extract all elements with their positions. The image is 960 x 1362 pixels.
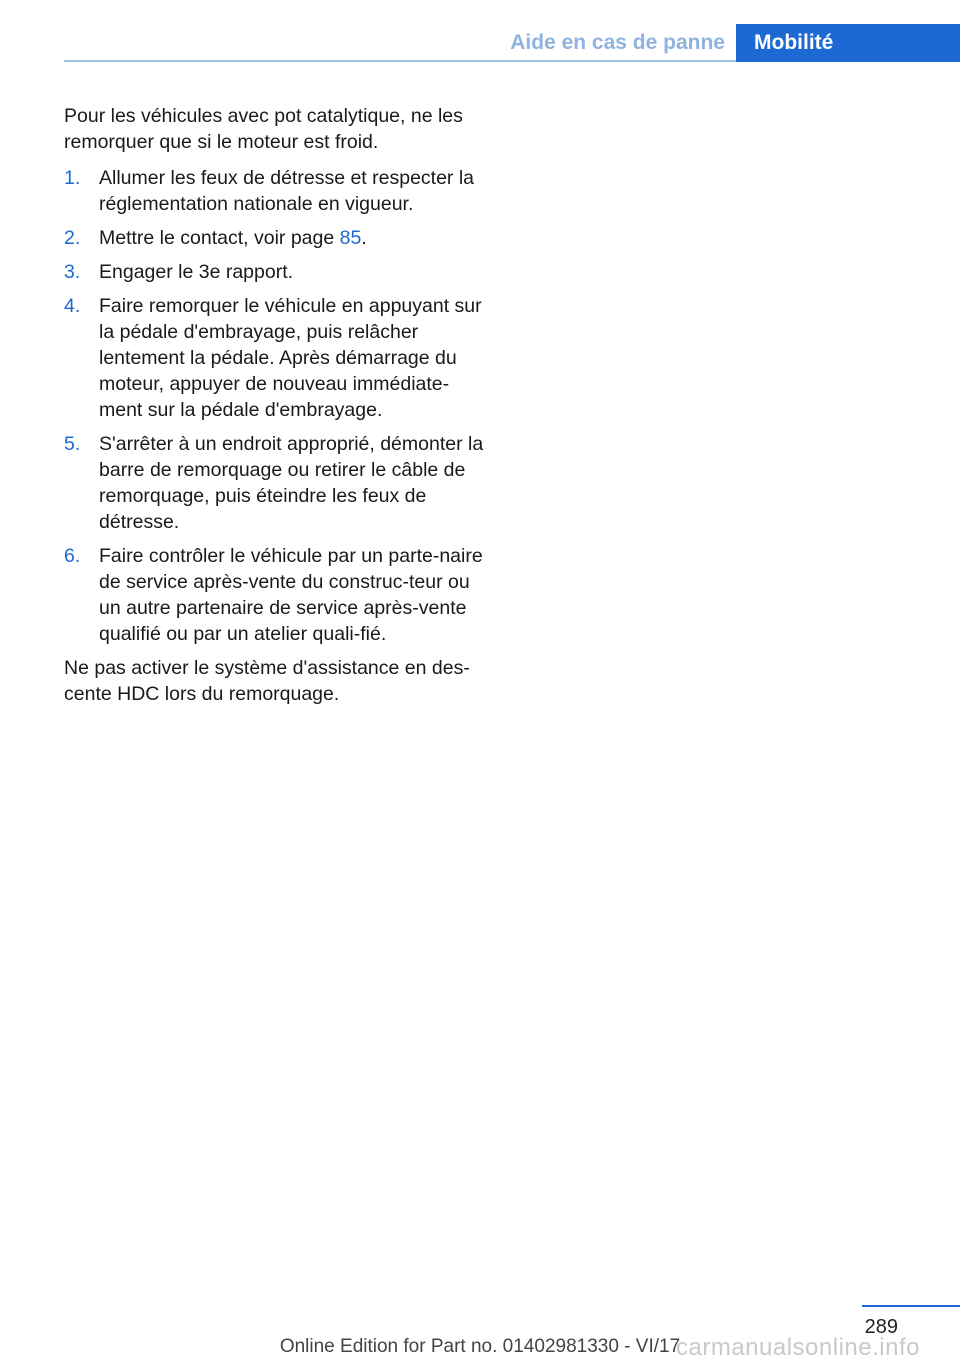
list-item bbox=[64, 431, 484, 535]
list-item bbox=[64, 543, 484, 647]
intro-paragraph: Pour les véhicules avec pot catalytique, ne les remorquer que si le moteur est froid. bbox=[64, 105, 463, 153]
list-item bbox=[64, 225, 484, 251]
step-text: Mettre le contact, voir page bbox=[99, 227, 340, 249]
step-number: 3. bbox=[64, 261, 81, 283]
page-number: 289 bbox=[864, 1316, 898, 1338]
step-text: Allumer les feux de détresse et respecter la réglementation nationale en vigueur. bbox=[99, 167, 475, 215]
step-number: 6. bbox=[64, 545, 81, 567]
step-text: Engager le 3e rapport. bbox=[99, 261, 294, 283]
steps-list bbox=[64, 165, 484, 647]
page-reference-link[interactable]: 85 bbox=[339, 227, 362, 249]
page-content bbox=[64, 103, 484, 707]
footer-rule bbox=[862, 1305, 960, 1307]
step-number: 5. bbox=[64, 433, 81, 455]
step-number: 1. bbox=[64, 167, 81, 189]
step-text: Faire contrôler le véhicule par un parte-naire de service après-vente du construc-teur ou un autre partenaire de service après-vente qualifié ou par un atelier quali-fié. bbox=[99, 545, 483, 645]
closing-paragraph: Ne pas activer le système d'assistance en des-cente HDC lors du remorquage. bbox=[64, 657, 470, 705]
watermark-text: carmanualsonline.info bbox=[676, 1334, 920, 1361]
step-text: S'arrêter à un endroit approprié, démonter la barre de remorquage ou retirer le câble de remorquage, puis éteindre les feux de détresse. bbox=[99, 433, 484, 533]
step-text: Faire remorquer le véhicule en appuyant sur la pédale d'embrayage, puis relâcher lentement la pédale. Après démarrage du moteur, appuyer de nouveau immédiate-ment sur la pédale d'embrayage. bbox=[99, 295, 482, 421]
list-item bbox=[64, 165, 484, 217]
step-number: 4. bbox=[64, 295, 81, 317]
header-section-title: Aide en cas de panne bbox=[510, 31, 725, 54]
step-text-suffix: . bbox=[361, 227, 367, 249]
header-chapter-tab: Mobilité bbox=[736, 24, 960, 62]
list-item bbox=[64, 293, 484, 423]
edition-line: Online Edition for Part no. 01402981330 - VI/17 bbox=[279, 1336, 681, 1357]
step-number: 2. bbox=[64, 227, 81, 249]
list-item bbox=[64, 259, 484, 285]
